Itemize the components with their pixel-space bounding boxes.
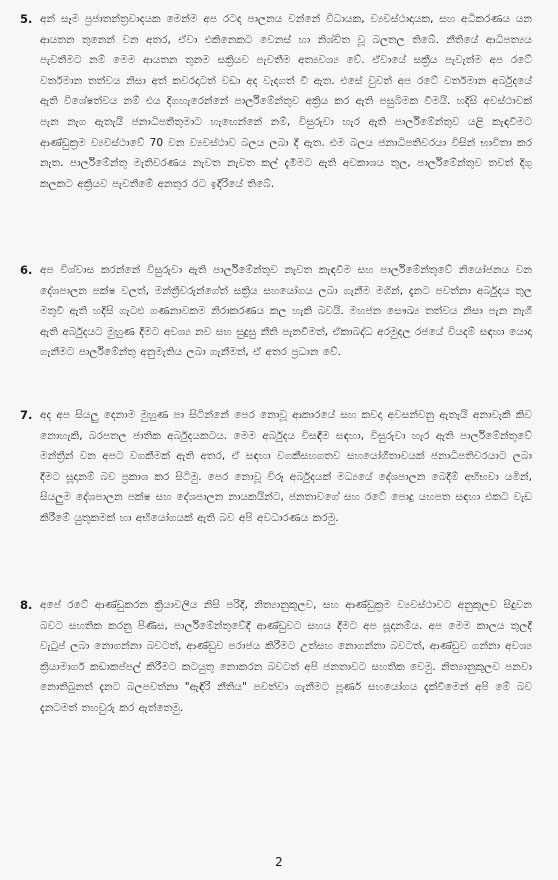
paragraph-5: [20, 9, 532, 194]
paragraph-text: අප විශ්වාස කරන්නේ විසුරුවා ඇති පාර්ලිමේන්තුව නැවත කැඳවීම සහ පාර්ලිමේන්තුවේ නියෝජනය වන දේශපාලන පක්ෂ වලත්, මන්ත්‍රීවරුන්ගේත් සක්‍රිය සහයෝගය ලබා ගැනීම මගින්, දැනට පවත්නා අර්බුදය තුල මතුවී ඇති හදිසි ගැටළු ගණනාවකම නිරාකරණය කල හැකි බවයි. මහජන සෞඛ්‍ය තත්වය නිසා පැන නැගී ඇති අර්බුදයට මුහුණ දීමට අවශ්‍ය නව සහ සුදුසු නීති පැනවීමත්, ඒකාබද්ධ අරමුදල රජයේ වියදම් සඳහා යොදා ගැනීමට පාර්ලිමේන්තු අනුමැතිය ලබා ගැනීමත්, ඒ අතර ප්‍රධාන වේ.: [40, 264, 532, 359]
paragraph-text: අන් සෑම ප්‍රජාතන්ත්‍රවාදයක මෙන්ම අප රටද පාලනය වන්නේ විධායක, ව්‍යවස්ථාදායක, සහ අධිකරණය යන ආයතන තුනෙන් වන අතර, ඒවා එකිනෙකට වෙනස් හා නිශ්චිත වූ බලතල තිබේ. නීතියේ ආධිපත්‍යය පැවතීමට නම් මෙම ආයතන තුනම සක්‍රියව පැවතීම අත්‍යවශ්‍ය වේ. ඒවායේ සක්‍රීය පැවැත්ම අප රටේ වර්තමාන තත්වය නිසා අත් කවරදාටත් වඩා අද වැදගත් වී ඇත. එසේ වුවත් අප රටේ වර්තමාන අර්බුදයේ ඇති විශේෂත්වය නම් එය දිගහැරෙන්නේ පාර්ලිමේන්තුව අක්‍රිය කර ඇති පසුබිමක වීමයි. හදිසි අවස්ථාවක් පැන නැග ඇතැයි ජනාධිපතිතුමාට හැඟෙන්නේ නම්, විසුරුවා හැර ඇති පාර්ලිමේන්තුව යළි කැඳවීමට ආණ්ඩුක්‍රම ව්‍යවස්ථාවේ 70 වන ව්‍යවස්ථාව බලය ලබා දී ඇත. එම බලය ජනාධිපතිවරයා විසින් භාවිතා කර නැත. පාර්ලිමේන්තු මැතිවරණය නැවත නැවත කල් දැමීමට ඇති අවකාශය තුල, පාර්ලිමේන්තුව තවත් දිගු කලකට අක්‍රියව පැවතීමේ අනතුර රට ඉදිරියේ තිබේ.: [40, 13, 532, 190]
paragraph-8: [20, 595, 532, 719]
page-number: 2: [275, 855, 283, 869]
paragraph-text: අද අප සියලු දෙනාම මුහුණ පා සිටින්නේ පෙර නොවූ ආකාරයේ සහ කවදා අවසන්වනු ඇතැයි අනාවැකි කිව නොහැකි, බරපතල ජාතික අර්බුදයකටය. මෙම අර්බුදය විසඳීම සඳහා, විසුරුවා හැර ඇති පාර්ලිමේන්තුවේ මන්ත්‍රීන් වන අපට වගකීමක් ඇති අතර, ඒ සඳහා වගකීසහගතව සහයෝගීතාවයක් ජනාධිපතිවරයාට ලබා දීමට සූදානම් බව ප්‍රකාශ කර සිටිමු. පෙර නොවූ විරූ අර්බුදයක් මධ්‍යයේ දේශපාලන බෙදීම් අභිභවා යමින්, සියලුම දේශපාලන පක්ෂ සහ දේශපාලන නායකයින්ට, ජනතාවගේ සහ රටේ පොදු යහපත සඳහා එකට වැඩ කිරීමේ යුතුකමක් හා අභියෝගයක් ඇති බව අපි අවධාරණය කරමු.: [40, 409, 532, 524]
paragraph-number: 6.: [20, 263, 33, 277]
paragraph-number: 8.: [20, 598, 33, 612]
paragraph-6: [20, 260, 532, 363]
paragraph-text: අපේ රටේ ආණ්ඩුකරන ක්‍රියාවලිය නිසි පරිදි, නිත්‍යානුකූලව, සහ ආණ්ඩුක්‍රම ව්‍යවස්ථාවට අනුකූලව සිදුවන බවට සහතික කරනු පිණිස, පාර්ලිමේන්තුවේදී ආණ්ඩුවට සහය දීමට අප සූදානම්ය. අප මෙම කාලය තුලදී වැටුප් ලබා නොගන්නා බවටත්, ආණ්ඩුව පරාජය කිරීමට උත්සහ නොගන්නා බවටත්, ආණ්ඩුව ගන්නා අවශ්‍ය ක්‍රියාමාර්ග කඩාකප්පල් කිරීමට කටයුතු නොකරන බවටත් අපි ජනතාවට සහතික වෙමු. නිත්‍යානුකූලව පනවා නොතිබුනත් දැනට බලපවත්නා "ඇඳිරි නීතිය" පවත්වා ගැනීමට පූර්ණ සහයෝගය දැක්වීමෙන් අපි මේ බව දැනටමත් තහවුරු කර ඇත්තෙමු.: [40, 599, 532, 714]
paragraph-7: [20, 405, 532, 529]
paragraph-number: 7.: [20, 408, 33, 422]
paragraph-number: 5.: [20, 12, 33, 26]
